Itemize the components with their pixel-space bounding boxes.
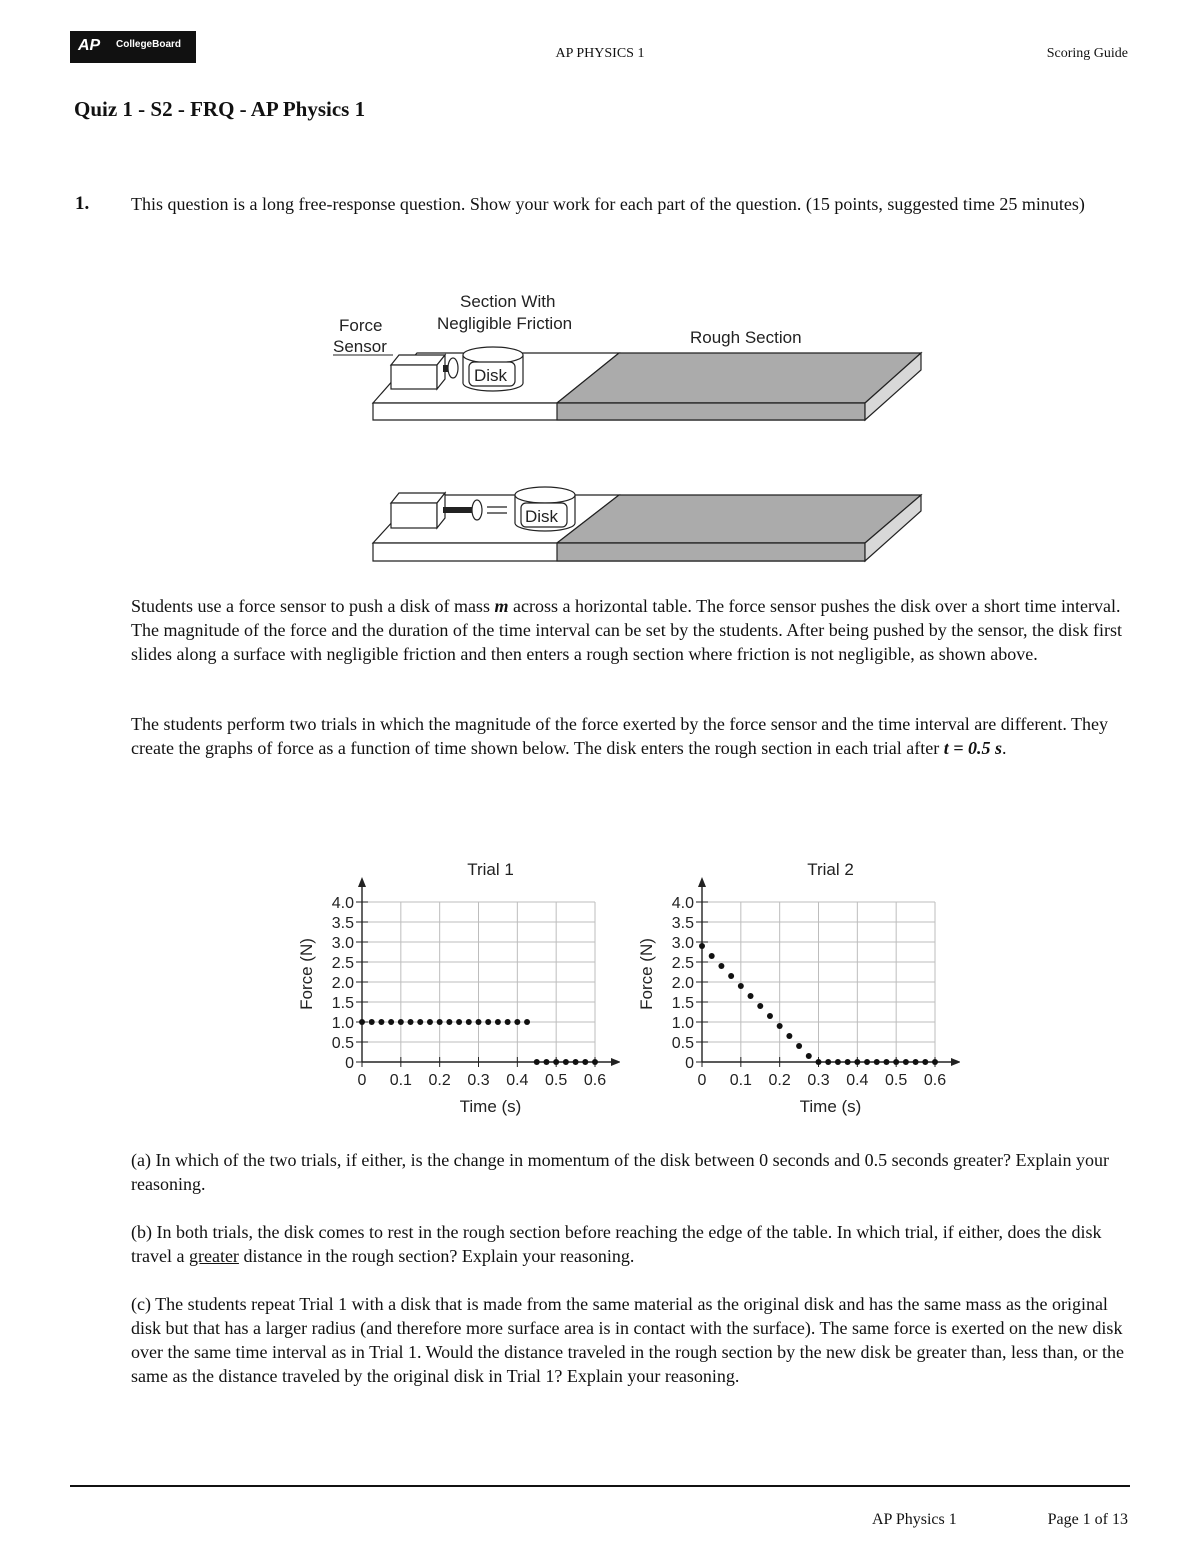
part-c <box>131 1292 1131 1388</box>
data-point <box>806 1053 812 1059</box>
label-negligible-friction: Negligible Friction <box>437 314 573 333</box>
part-a-text: (a) In which of the two trials, if either, is the change in momentum of the disk between 0 seconds and 0.5 seconds greater? Explain your reasoning. <box>131 1150 1109 1194</box>
disk-label-top: Disk <box>474 366 508 385</box>
x-axis-label: Time (s) <box>459 1097 522 1116</box>
part-b-underlined-word: greater <box>188 1246 239 1266</box>
data-point <box>514 1019 520 1025</box>
x-tick-label: 0.4 <box>506 1072 529 1089</box>
x-tick-label: 0.6 <box>583 1072 607 1089</box>
data-point <box>816 1059 822 1065</box>
y-tick-label: 2.0 <box>671 975 694 992</box>
x-tick-label: 0.4 <box>846 1072 869 1089</box>
part-b-text-1: (b) In both trials, the disk comes to rest in the rough section before reaching the edge of the table. In which trial, if either, does the disk travel a <box>131 1222 1102 1266</box>
data-point <box>505 1019 511 1025</box>
logo-collegeboard-text: CollegeBoard <box>116 39 182 50</box>
data-point <box>796 1043 802 1049</box>
data-point <box>524 1019 530 1025</box>
x-tick-label: 0 <box>357 1072 367 1089</box>
header-scoring-guide: Scoring Guide <box>1046 46 1128 61</box>
data-point <box>388 1019 394 1025</box>
data-point <box>398 1019 404 1025</box>
disk-label-bottom: Disk <box>525 507 559 526</box>
page-title: Quiz 1 - S2 - FRQ - AP Physics 1 <box>74 97 366 121</box>
disk-bottom <box>515 487 575 531</box>
data-point <box>728 973 734 979</box>
label-sensor: Sensor <box>333 337 387 356</box>
y-tick-label: 3.5 <box>671 915 694 932</box>
y-axis-arrow <box>698 877 706 887</box>
label-section-with: Section With <box>460 292 556 311</box>
data-point <box>563 1059 569 1065</box>
data-point <box>553 1059 559 1065</box>
question-number: 1. <box>75 193 90 214</box>
y-tick-label: 1.0 <box>331 1015 354 1032</box>
y-tick-label: 3.5 <box>331 915 354 932</box>
logo-ap-text: AP <box>78 37 101 54</box>
math-time: t = 0.5 s <box>943 738 1002 758</box>
p2-text-a: The students perform two trials in which the magnitude of the force exerted by the force sensor and the time interval are different. They create the graphs of force as a function of time shown below. The disk enters the rough section in each trial after <box>131 714 1108 758</box>
x-tick-label: 0.5 <box>545 1072 568 1089</box>
data-point <box>543 1059 549 1065</box>
math-mass: m <box>494 596 509 616</box>
y-tick-label: 2.5 <box>671 955 694 972</box>
data-point <box>573 1059 579 1065</box>
data-point <box>864 1059 870 1065</box>
part-a <box>131 1148 1131 1196</box>
x-tick-label: 0.3 <box>807 1072 830 1089</box>
y-axis-label: Force (N) <box>297 938 316 1010</box>
x-tick-label: 0.2 <box>768 1072 791 1089</box>
y-tick-label: 3.0 <box>331 935 354 952</box>
data-point <box>495 1019 501 1025</box>
data-point <box>932 1059 938 1065</box>
data-point <box>456 1019 462 1025</box>
data-point <box>786 1033 792 1039</box>
data-point <box>476 1019 482 1025</box>
chart-trial-2 <box>630 855 960 1120</box>
part-c-text: (c) The students repeat Trial 1 with a disk that is made from the same material as the original disk and has the same mass as the original disk but that has a larger radius (and therefore more surface area is in contact with the surface). The same force is exerted on the new disk over the same time interval as in Trial 1. Would the distance traveled in the rough section by the new disk be greater than, less than, or the same as the distance traveled by the original disk in Trial 1? Explain your reasoning. <box>131 1294 1124 1386</box>
y-axis-arrow <box>358 877 366 887</box>
data-point <box>427 1019 433 1025</box>
data-point <box>757 1003 763 1009</box>
y-tick-label: 1.5 <box>671 995 694 1012</box>
part-b-text-2: distance in the rough section? Explain your reasoning. <box>238 1246 635 1266</box>
paragraph-setup-text <box>131 594 1131 666</box>
label-rough-section: Rough Section <box>690 328 802 347</box>
data-point <box>738 983 744 989</box>
data-point <box>835 1059 841 1065</box>
x-tick-label: 0.6 <box>923 1072 947 1089</box>
y-tick-label: 1.5 <box>331 995 354 1012</box>
footer-course: AP Physics 1 <box>872 1511 957 1528</box>
y-tick-label: 2.0 <box>331 975 354 992</box>
x-tick-label: 0.1 <box>729 1072 752 1089</box>
x-axis-label: Time (s) <box>799 1097 862 1116</box>
paragraph-trials-text <box>131 712 1131 760</box>
data-point <box>437 1019 443 1025</box>
x-tick-label: 0 <box>697 1072 707 1089</box>
y-tick-label: 2.5 <box>331 955 354 972</box>
data-point <box>592 1059 598 1065</box>
data-point <box>893 1059 899 1065</box>
data-point <box>446 1019 452 1025</box>
header-course: AP PHYSICS 1 <box>555 46 645 61</box>
x-tick-label: 0.5 <box>885 1072 908 1089</box>
data-point <box>922 1059 928 1065</box>
data-point <box>408 1019 414 1025</box>
label-force: Force <box>339 316 383 335</box>
data-point <box>378 1019 384 1025</box>
data-point <box>854 1059 860 1065</box>
data-point <box>709 953 715 959</box>
chart-trial-1 <box>290 855 620 1120</box>
y-tick-label: 3.0 <box>671 935 694 952</box>
chart-title: Trial 1 <box>467 860 514 879</box>
data-point <box>534 1059 540 1065</box>
data-point <box>485 1019 491 1025</box>
y-tick-label: 0.5 <box>331 1035 354 1052</box>
data-point <box>748 993 754 999</box>
paragraph-setup <box>131 594 1131 666</box>
data-point <box>718 963 724 969</box>
y-tick-label: 4.0 <box>331 895 354 912</box>
apparatus-diagram <box>325 285 935 575</box>
y-tick-label: 0 <box>345 1055 354 1072</box>
data-point <box>369 1019 375 1025</box>
data-point <box>417 1019 423 1025</box>
data-point <box>874 1059 880 1065</box>
y-axis-label: Force (N) <box>637 938 656 1010</box>
x-axis-arrow <box>611 1058 620 1066</box>
x-tick-label: 0.2 <box>428 1072 451 1089</box>
question-intro-text: This question is a long free-response question. Show your work for each part of the question. (15 points, suggested time 25 minutes) <box>131 194 1085 214</box>
data-point <box>466 1019 472 1025</box>
part-b <box>131 1220 1131 1268</box>
data-point <box>903 1059 909 1065</box>
paragraph-trials <box>131 712 1131 760</box>
data-point <box>699 943 705 949</box>
x-axis-arrow <box>951 1058 960 1066</box>
p2-text-b: . <box>1001 738 1007 758</box>
p1-text-a: Students use a force sensor to push a disk of mass <box>131 596 495 616</box>
p1-text-b: across a horizontal table. The force sensor pushes the disk over a short time interval. The magnitude of the force and the duration of the time interval can be set by the students. After being pushed by the sensor, the disk first slides along a surface with negligible friction and then enters a rough section where friction is not negligible, as shown above. <box>131 596 1123 664</box>
data-point <box>582 1059 588 1065</box>
disk-top <box>463 347 523 391</box>
footer-divider <box>70 1485 1130 1487</box>
data-point <box>767 1013 773 1019</box>
data-point <box>845 1059 851 1065</box>
data-point <box>825 1059 831 1065</box>
x-tick-label: 0.1 <box>389 1072 412 1089</box>
data-point <box>913 1059 919 1065</box>
data-point <box>359 1019 365 1025</box>
y-tick-label: 1.0 <box>671 1015 694 1032</box>
y-tick-label: 0 <box>685 1055 694 1072</box>
data-point <box>883 1059 889 1065</box>
data-point <box>777 1023 783 1029</box>
y-tick-label: 4.0 <box>671 895 694 912</box>
part-b-text <box>131 1220 1131 1268</box>
y-tick-label: 0.5 <box>671 1035 694 1052</box>
table-bottom <box>373 495 921 561</box>
footer-page-number: Page 1 of 13 <box>1047 1511 1128 1528</box>
chart-title: Trial 2 <box>807 860 854 879</box>
question-intro <box>131 192 1131 216</box>
x-tick-label: 0.3 <box>467 1072 490 1089</box>
